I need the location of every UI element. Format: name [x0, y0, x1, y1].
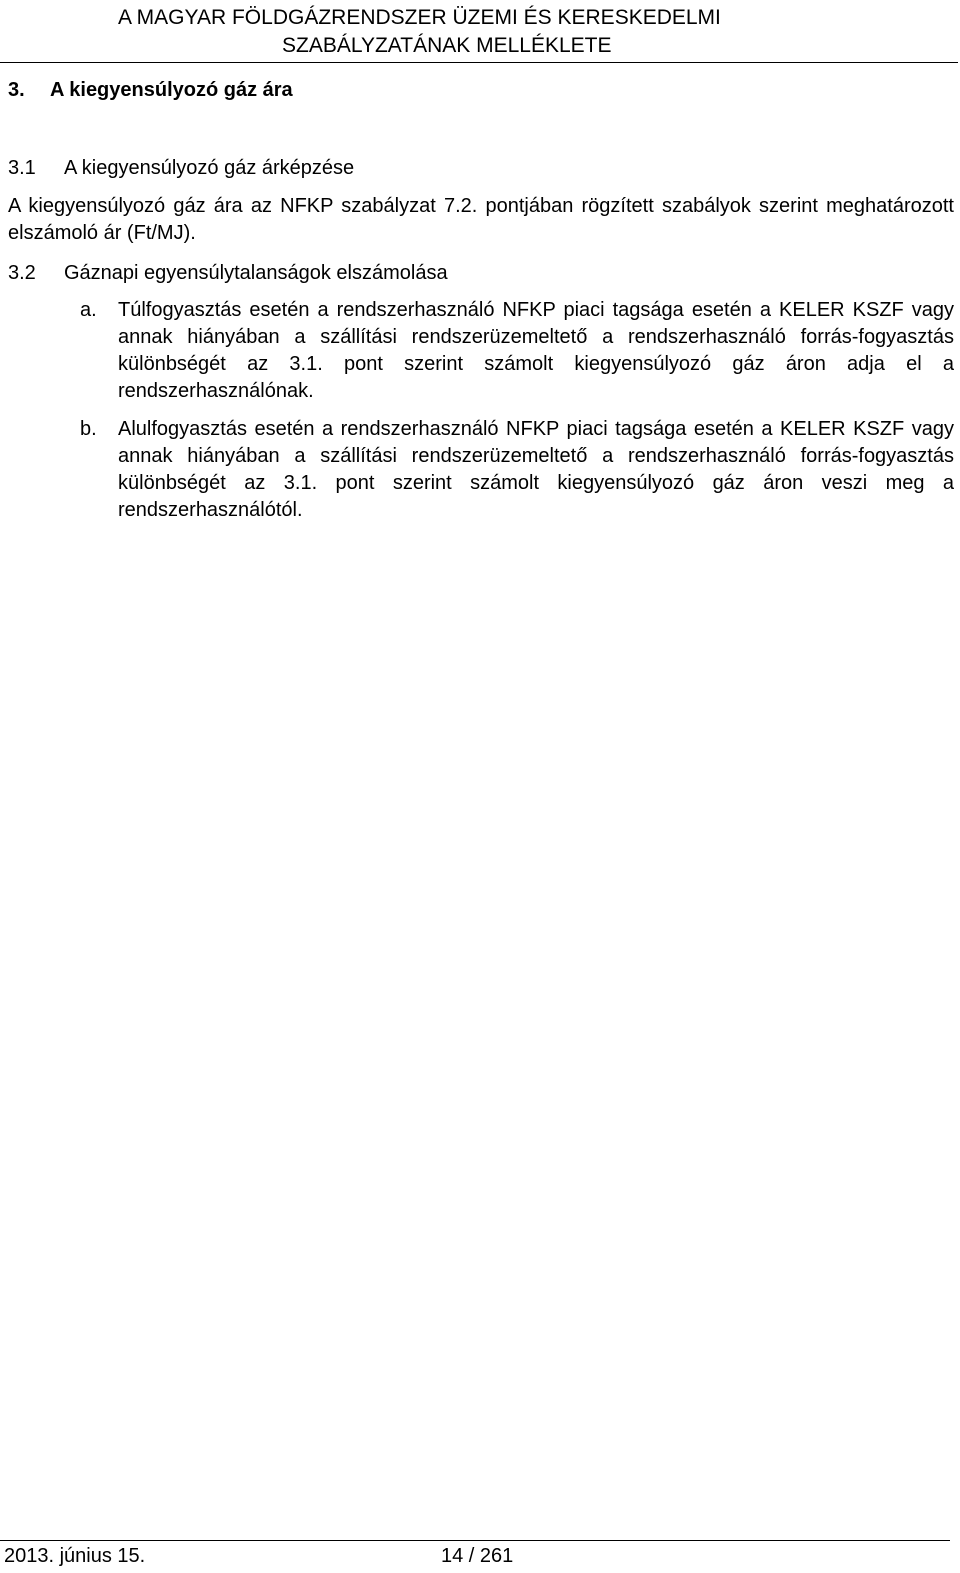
subsection-2-title: Gáznapi egyensúlytalanságok elszámolása	[64, 262, 448, 284]
header-title-line1: A MAGYAR FÖLDGÁZRENDSZER ÜZEMI ÉS KERESKEDELMI	[118, 6, 721, 29]
section-title: A kiegyensúlyozó gáz ára	[50, 79, 293, 101]
list-item-a-text: Túlfogyasztás esetén a rendszerhasználó NFKP piaci tagsága esetén a KELER KSZF vagy annak hiányában a szállítási rendszerüzemeltető a rendszerhasználó forrás-fogyasztás különbségét az 3.1. pont szerint számolt kiegyensúlyozó gáz áron adja el a rendszerhasználónak.	[118, 299, 954, 402]
subsection-1-heading	[8, 154, 354, 182]
footer-rule	[0, 1540, 950, 1541]
subsection-1-number: 3.1	[8, 157, 36, 179]
footer-date: 2013. június 15.	[4, 1545, 146, 1567]
footer-page-number: 14 / 261	[441, 1545, 514, 1567]
list-item-a-marker: a.	[80, 299, 97, 321]
subsection-1-paragraph: A kiegyensúlyozó gáz ára az NFKP szabályzat 7.2. pontjában rögzített szabályok szerint meghatározott elszámoló ár (Ft/MJ).	[8, 195, 954, 244]
list-item-b-marker: b.	[80, 418, 97, 440]
subsection-1-title: A kiegyensúlyozó gáz árképzése	[64, 157, 355, 179]
list-item-b-text: Alulfogyasztás esetén a rendszerhasználó NFKP piaci tagsága esetén a KELER KSZF vagy annak hiányában a szállítási rendszerüzemeltető a rendszerhasználó forrás-fogyasztás különbségét az 3.1. pont szerint számolt kiegyensúlyozó gáz áron veszi meg a rendszerhasználótól.	[118, 418, 954, 521]
page-footer	[0, 1538, 960, 1573]
list-item-a	[80, 297, 954, 405]
subsection-2-heading	[8, 259, 448, 287]
list-item-b	[80, 416, 954, 524]
section-heading	[8, 76, 293, 104]
page-header	[0, 0, 960, 64]
header-rule	[0, 62, 958, 63]
section-number: 3.	[8, 79, 25, 101]
subsection-2-number: 3.2	[8, 262, 36, 284]
header-title-line2: SZABÁLYZATÁNAK MELLÉKLETE	[282, 34, 612, 57]
